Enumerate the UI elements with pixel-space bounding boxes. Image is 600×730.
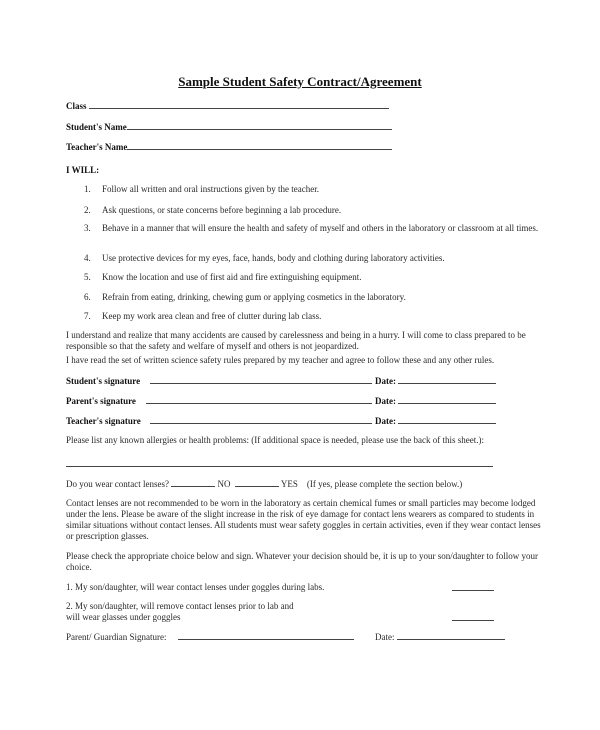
student-date-field[interactable]: Date: bbox=[375, 375, 496, 387]
yes-checkbox[interactable] bbox=[235, 478, 279, 487]
class-label: Class bbox=[66, 101, 87, 111]
teacher-signature-field[interactable]: Teacher's signature bbox=[66, 415, 372, 427]
rule-item: 2. Ask questions, or state concerns before beginning a lab procedure. bbox=[84, 205, 342, 215]
i-will-heading: I WILL: bbox=[66, 165, 100, 175]
teacher-name-field[interactable] bbox=[66, 141, 392, 153]
student-name-field[interactable] bbox=[66, 121, 392, 133]
student-name-label: Student's Name bbox=[66, 122, 127, 132]
teacher-date-field[interactable]: Date: bbox=[375, 415, 496, 427]
allergies-prompt: Please list any known allergies or health problems: (If additional space is needed, please use the back of this sheet.): bbox=[66, 435, 484, 445]
allergies-field[interactable] bbox=[66, 458, 493, 470]
option-2: 2. My son/daughter, will remove contact lenses prior to lab and will wear glasses under goggles bbox=[66, 601, 294, 622]
rule-item: 4. Use protective devices for my eyes, face, hands, body and clothing during laboratory activities. bbox=[84, 253, 445, 263]
check-paragraph: Please check the appropriate choice below and sign. Whatever your decision should be, it is up to your son/daughter to follow your choice. bbox=[66, 551, 538, 572]
rule-item: 5. Know the location and use of first aid and fire extinguishing equipment. bbox=[84, 272, 362, 282]
contact-paragraph: Contact lenses are not recommended to be worn in the laboratory as certain chemical fumes or small particles may become lodged under the lens. Please be aware of the slight increase in the risk of eye damage for contact lens wearers as compared to students in similar situations without contact lenses. All students must wear safety goggles in certain activities, even if they wear contact lenses or prescription glasses. bbox=[66, 498, 541, 541]
parent-date-field[interactable]: Date: bbox=[375, 395, 496, 407]
student-signature-field[interactable]: Student's signature bbox=[66, 375, 372, 387]
guardian-signature-field[interactable]: Parent/ Guardian Signature: bbox=[66, 631, 354, 643]
rule-item: 3. Behave in a manner that will ensure the health and safety of myself and others in the laboratory or classroom at all times. bbox=[84, 223, 539, 233]
option-1-check[interactable] bbox=[452, 582, 494, 594]
rule-item: 7. Keep my work area clean and free of clutter during lab class. bbox=[84, 311, 322, 321]
read-rules-paragraph: I have read the set of written science safety rules prepared by my teacher and agree to follow these and any other rules. bbox=[66, 355, 495, 365]
rule-item: 1. Follow all written and oral instructions given by the teacher. bbox=[84, 184, 319, 194]
contact-lens-question: Do you wear contact lenses? NO YES (If yes, please complete the section below.) bbox=[66, 479, 463, 489]
guardian-date-field[interactable]: Date: bbox=[375, 631, 505, 643]
option-2-check[interactable] bbox=[452, 612, 494, 624]
parent-signature-field[interactable]: Parent's signature bbox=[66, 395, 372, 407]
class-field[interactable] bbox=[66, 100, 389, 112]
rule-item: 6. Refrain from eating, drinking, chewing gum or applying cosmetics in the laboratory. bbox=[84, 292, 406, 302]
understand-paragraph: I understand and realize that many accidents are caused by carelessness and being in a hurry. I will come to class prepared to be responsible so that the safety and welfare of myself and others is not jeopardized. bbox=[66, 330, 526, 351]
document-title: Sample Student Safety Contract/Agreement bbox=[178, 74, 422, 89]
option-1: 1. My son/daughter, will wear contact lenses under goggles during labs. bbox=[66, 582, 325, 592]
teacher-name-label: Teacher's Name bbox=[66, 142, 128, 152]
no-checkbox[interactable] bbox=[171, 478, 215, 487]
